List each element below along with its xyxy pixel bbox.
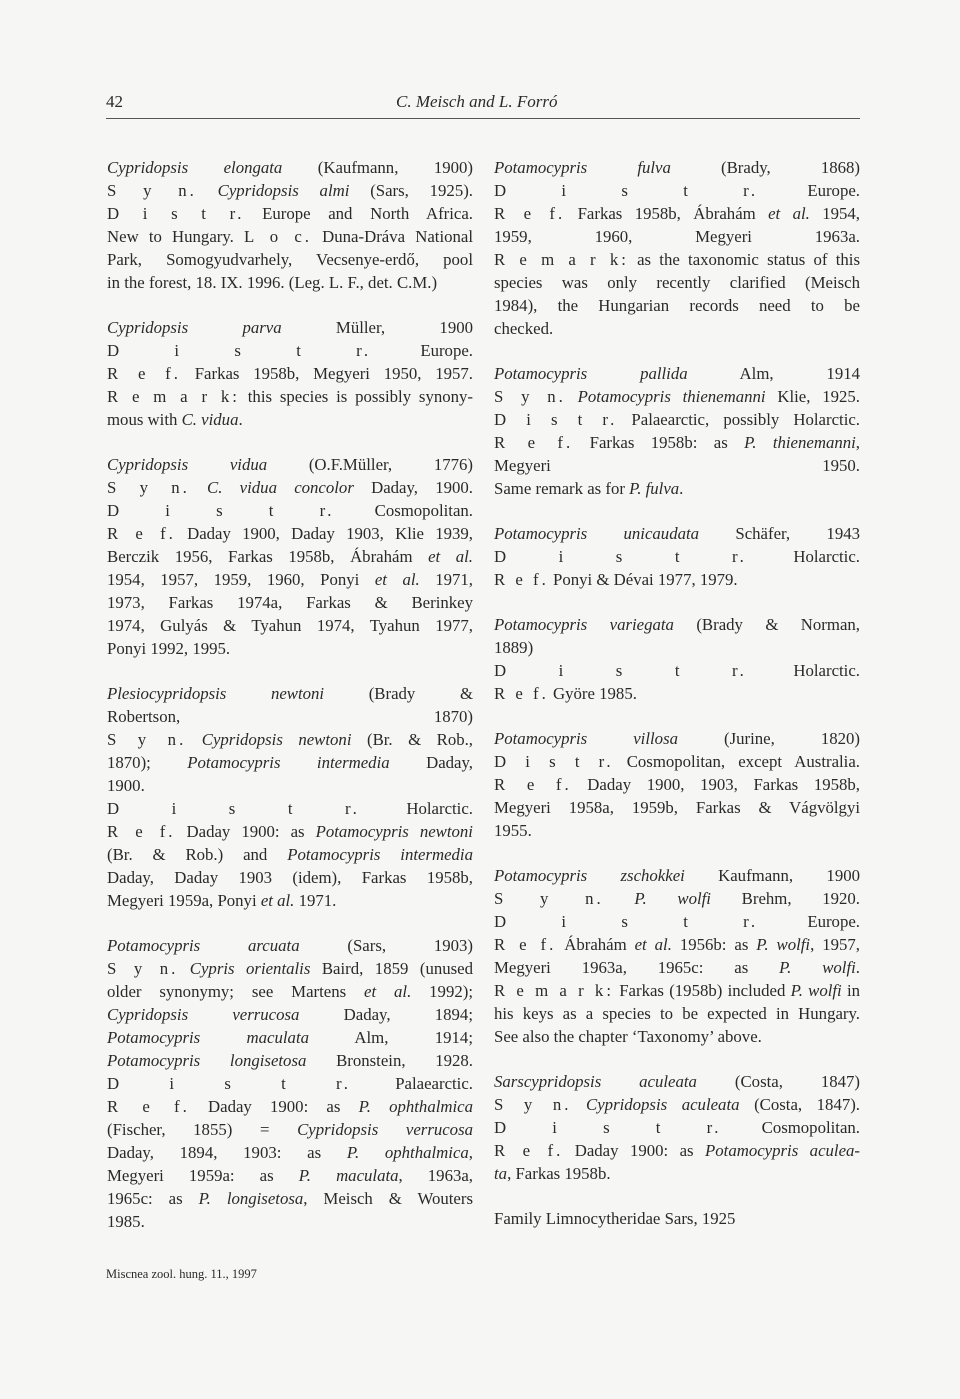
- field-label: R e f.: [494, 775, 572, 794]
- text-run: Daday 1900: as: [563, 1141, 706, 1160]
- text-line: [494, 317, 860, 340]
- text-run: (Brady & Norman,: [673, 615, 860, 634]
- text-line: [107, 1072, 473, 1095]
- taxon-name: Plesiocypridopsis newtoni: [107, 684, 325, 703]
- text-run: Klie, 1925.: [765, 387, 860, 406]
- text-run: , 1963a,: [398, 1166, 473, 1185]
- text-run: Megyeri 1959a: as: [107, 1166, 299, 1185]
- text-line: [107, 271, 473, 294]
- right-column: [494, 156, 860, 1252]
- text-run: Megyeri 1959a, Ponyi: [107, 891, 261, 910]
- text-line: [107, 1003, 473, 1026]
- text-run: mous with: [107, 410, 182, 429]
- text-run: in the forest, 18. IX. 1996. (Leg. L. F., det. C.M.): [107, 273, 438, 292]
- text-line: [494, 362, 860, 385]
- text-run: this species is possibly synony-: [239, 387, 473, 406]
- taxon-name: Potamocypris fulva: [494, 158, 671, 177]
- text-line: [107, 728, 473, 751]
- species-entry: [107, 934, 473, 1233]
- text-run: Europe.: [758, 181, 860, 200]
- taxon-name: Cypridopsis verrucosa: [107, 1005, 300, 1024]
- text-run: Berczik 1956, Farkas 1958b, Ábrahám: [107, 547, 429, 566]
- taxon-name: C. vidua concolor: [207, 478, 354, 497]
- text-line: [107, 774, 473, 797]
- text-line: [107, 476, 473, 499]
- text-run: (Brady, 1868): [670, 158, 861, 177]
- text-run: 1889): [494, 638, 534, 657]
- taxon-name: Potamocypris newtoni: [315, 822, 473, 841]
- text-run: [178, 959, 190, 978]
- species-entry: [494, 727, 860, 842]
- text-line: [494, 431, 860, 454]
- text-run: Palaearctic.: [350, 1074, 473, 1093]
- text-line: [494, 636, 860, 659]
- text-run: ,: [468, 1143, 473, 1162]
- text-run: [566, 387, 578, 406]
- text-run: [604, 889, 635, 908]
- text-line: [107, 866, 473, 889]
- text-line: [107, 202, 473, 225]
- taxon-name: Cypridopsis aculeata: [586, 1095, 740, 1114]
- field-label: D i s t r.: [107, 204, 245, 223]
- text-run: (Fischer, 1855) =: [107, 1120, 298, 1139]
- taxon-name: Potamocypris pallida: [494, 364, 688, 383]
- text-line: [494, 910, 860, 933]
- text-line: [107, 614, 473, 637]
- text-run: 1974, Gulyás & Tyahun 1974, Tyahun 1977,: [107, 616, 473, 635]
- text-run: Farkas (1958b) included: [613, 981, 791, 1000]
- text-run: .: [238, 410, 243, 429]
- text-run: [186, 730, 201, 749]
- text-line: [107, 545, 473, 568]
- text-line: [494, 477, 860, 500]
- taxon-name: Cypridopsis parva: [107, 318, 282, 337]
- field-label: R e f.: [107, 822, 176, 841]
- text-run: Györe 1985.: [548, 684, 637, 703]
- text-line: [494, 1025, 860, 1048]
- text-run: Farkas 1958b, Ábrahám: [565, 204, 769, 223]
- text-line: [107, 889, 473, 912]
- text-run: 1971,: [419, 570, 473, 589]
- text-line: [494, 659, 860, 682]
- taxon-name: Cypris orientalis: [189, 959, 311, 978]
- text-run: (O.F.Müller, 1776): [267, 455, 473, 474]
- text-line: [107, 1049, 473, 1072]
- species-entry: [494, 1070, 860, 1185]
- text-run: Daday, 1894, 1903: as: [107, 1143, 347, 1162]
- text-run: (Br. & Rob.) and: [107, 845, 288, 864]
- text-line: [107, 1118, 473, 1141]
- taxon-name: Potamocypris intermedia: [187, 753, 390, 772]
- text-run: 1985.: [107, 1212, 145, 1231]
- taxon-name: Potamocypris thienemanni: [577, 387, 766, 406]
- text-run: Megyeri 1950.: [494, 456, 860, 475]
- field-label: D i s t r.: [494, 410, 618, 429]
- text-line: [494, 864, 860, 887]
- field-label: R e m a r k:: [494, 250, 629, 269]
- field-label: R e f.: [494, 204, 566, 223]
- text-run: .: [855, 958, 860, 977]
- text-line: [107, 453, 473, 476]
- text-line: [107, 682, 473, 705]
- text-run: Holarctic.: [746, 547, 860, 566]
- taxon-name: C. vidua: [181, 410, 239, 429]
- text-line: [494, 225, 860, 248]
- taxon-name: P. ophthalmica: [358, 1097, 473, 1116]
- field-label: R e f.: [494, 433, 574, 452]
- species-entry: [107, 682, 473, 912]
- text-run: 1984), the Hungarian records need to be: [494, 296, 860, 315]
- taxon-name: Potamocypris aculea-: [705, 1141, 860, 1160]
- field-label: D i s t r.: [494, 752, 614, 771]
- taxon-name: P. ophthalmica: [346, 1143, 469, 1162]
- text-line: [494, 773, 860, 796]
- taxon-name: Cypridopsis verrucosa: [297, 1120, 473, 1139]
- text-run: ,: [855, 433, 860, 452]
- text-run: (Kaufmann, 1900): [282, 158, 473, 177]
- text-line: [494, 294, 860, 317]
- taxon-name: Cypridopsis almi: [217, 181, 350, 200]
- text-line: [107, 957, 473, 980]
- text-line: [107, 980, 473, 1003]
- text-line: [494, 1207, 860, 1230]
- text-run: checked.: [494, 319, 554, 338]
- field-label: S y n.: [494, 387, 566, 406]
- field-label: D i s t r.: [107, 341, 372, 360]
- text-line: [107, 568, 473, 591]
- text-run: See also the chapter ‘Taxonomy’ above.: [494, 1027, 762, 1046]
- text-run: [571, 1095, 586, 1114]
- text-run: Ábrahám: [556, 935, 635, 954]
- taxon-name: et al.: [634, 935, 672, 954]
- text-line: [494, 796, 860, 819]
- text-run: 1900.: [107, 776, 145, 795]
- text-line: [494, 156, 860, 179]
- field-label: S y n.: [494, 889, 604, 908]
- taxon-name: P. wolfi: [790, 981, 842, 1000]
- text-run: Kaufmann, 1900: [684, 866, 860, 885]
- text-line: [494, 819, 860, 842]
- field-label: D i s t r.: [494, 1118, 722, 1137]
- text-line: [107, 362, 473, 385]
- text-line: [107, 843, 473, 866]
- text-line: [107, 1187, 473, 1210]
- taxon-name: Cypridopsis elongata: [107, 158, 283, 177]
- text-line: [107, 499, 473, 522]
- text-run: Baird, 1859 (unused: [310, 959, 473, 978]
- species-entry: [494, 1207, 860, 1230]
- taxon-name: Potamocypris villosa: [494, 729, 678, 748]
- field-label: R e f.: [107, 364, 181, 383]
- text-line: [107, 248, 473, 271]
- text-run: (Costa, 1847).: [739, 1095, 861, 1114]
- text-run: 1956b: as: [671, 935, 757, 954]
- text-run: Family Limnocytheridae Sars, 1925: [494, 1209, 736, 1228]
- text-run: (Sars, 1903): [299, 936, 473, 955]
- text-run: (Sars, 1925).: [349, 181, 473, 200]
- taxon-name: Potamocypris zschokkei: [494, 866, 685, 885]
- taxon-name: et al.: [260, 891, 295, 910]
- text-line: [494, 933, 860, 956]
- text-run: 1955.: [494, 821, 532, 840]
- text-line: [494, 1139, 860, 1162]
- field-label: R e m a r k:: [494, 981, 614, 1000]
- taxon-name: Potamocypris unicaudata: [494, 524, 700, 543]
- text-line: [107, 179, 473, 202]
- text-run: .: [679, 479, 684, 498]
- text-run: 1965c: as: [107, 1189, 199, 1208]
- text-line: [494, 979, 860, 1002]
- taxon-name: P. wolfi: [634, 889, 711, 908]
- text-run: Megyeri 1958a, 1959b, Farkas & Vágvölgyi: [494, 798, 860, 817]
- taxon-name: Potamocypris intermedia: [287, 845, 473, 864]
- text-run: Müller, 1900: [281, 318, 473, 337]
- text-run: Daday 1900, 1903, Farkas 1958b,: [571, 775, 860, 794]
- text-line: [107, 751, 473, 774]
- field-label: S y n.: [107, 478, 190, 497]
- text-run: Daday, Daday 1903 (idem), Farkas 1958b,: [107, 868, 473, 887]
- species-entry: [494, 864, 860, 1048]
- text-run: Europe.: [371, 341, 473, 360]
- text-line: [107, 591, 473, 614]
- text-line: [107, 385, 473, 408]
- text-line: [494, 545, 860, 568]
- taxon-name: Cypridopsis vidua: [107, 455, 268, 474]
- text-run: Daday 1900, Daday 1903, Klie 1939,: [175, 524, 473, 543]
- text-line: [107, 339, 473, 362]
- text-line: [494, 956, 860, 979]
- text-run: as the taxonomic status of this: [628, 250, 860, 269]
- text-run: 1954, 1957, 1959, 1960, Ponyi: [107, 570, 375, 589]
- taxon-name: P. maculata: [298, 1166, 399, 1185]
- page-number: 42: [106, 92, 123, 111]
- text-run: 1954,: [809, 204, 860, 223]
- text-line: [494, 179, 860, 202]
- text-run: Cosmopolitan, except Australia.: [613, 752, 860, 771]
- text-line: [494, 1002, 860, 1025]
- text-run: Schäfer, 1943: [699, 524, 860, 543]
- taxon-name: et al.: [364, 982, 412, 1001]
- text-run: , Farkas 1958b.: [507, 1164, 611, 1183]
- text-run: in: [841, 981, 860, 1000]
- journal-footer: Miscnea zool. hung. 11., 1997: [106, 1267, 257, 1281]
- text-line: [494, 887, 860, 910]
- field-label: S y n.: [494, 1095, 572, 1114]
- text-run: [197, 181, 218, 200]
- taxon-name: P. fulva: [629, 479, 680, 498]
- text-line: [107, 522, 473, 545]
- field-label: R e f.: [107, 524, 176, 543]
- text-run: Daday 1900: as: [189, 1097, 359, 1116]
- field-label: R e f.: [494, 570, 549, 589]
- field-label: D i s t r.: [494, 912, 759, 931]
- text-run: 1992);: [411, 982, 473, 1001]
- text-run: 1973, Farkas 1974a, Farkas & Berinkey: [107, 593, 473, 612]
- text-line: [107, 1026, 473, 1049]
- text-run: Duna-Dráva National: [311, 227, 473, 246]
- field-label: D i s t r.: [107, 1074, 351, 1093]
- text-run: Daday 1900: as: [175, 822, 316, 841]
- text-line: [494, 202, 860, 225]
- text-line: [494, 408, 860, 431]
- field-label: R e m a r k:: [107, 387, 240, 406]
- text-run: Palaearctic, possibly Holarctic.: [617, 410, 861, 429]
- text-run: (Br. & Rob.,: [351, 730, 473, 749]
- text-run: Ponyi & Dévai 1977, 1979.: [548, 570, 738, 589]
- field-label: S y n.: [107, 181, 197, 200]
- text-run: Daday, 1894;: [299, 1005, 473, 1024]
- species-entry: [107, 156, 473, 294]
- text-run: Bronstein, 1928.: [306, 1051, 473, 1070]
- text-run: (Costa, 1847): [696, 1072, 860, 1091]
- species-entry: [107, 453, 473, 660]
- text-run: Alm, 1914;: [309, 1028, 473, 1047]
- text-line: [494, 750, 860, 773]
- taxon-name: P. wolfi: [779, 958, 856, 977]
- species-entry: [494, 156, 860, 340]
- taxon-name: Cypridopsis newtoni: [201, 730, 352, 749]
- field-label: R e f.: [107, 1097, 190, 1116]
- taxon-name: et al.: [428, 547, 473, 566]
- field-label: S y n.: [107, 730, 187, 749]
- field-label: R e f.: [494, 684, 549, 703]
- taxon-name: Sarscypridopsis aculeata: [494, 1072, 697, 1091]
- field-label: S y n.: [107, 959, 179, 978]
- text-run: Farkas 1958b: as: [573, 433, 745, 452]
- text-line: [494, 568, 860, 591]
- text-line: [494, 454, 860, 477]
- text-run: [190, 478, 207, 497]
- text-line: [107, 1095, 473, 1118]
- text-line: [494, 1162, 860, 1185]
- field-label: R e f.: [494, 935, 557, 954]
- species-entry: [494, 362, 860, 500]
- text-line: [494, 385, 860, 408]
- text-run: species was only recently clarified (Meisch: [494, 273, 860, 292]
- text-run: , Meisch & Wouters: [303, 1189, 473, 1208]
- field-label: D i s t r.: [107, 799, 360, 818]
- text-run: Holarctic.: [746, 661, 860, 680]
- text-run: 1870);: [107, 753, 188, 772]
- text-run: Farkas 1958b, Megyeri 1950, 1957.: [180, 364, 473, 383]
- text-run: Brehm, 1920.: [710, 889, 860, 908]
- text-run: Holarctic.: [359, 799, 473, 818]
- text-run: Same remark as for: [494, 479, 630, 498]
- taxon-name: Potamocypris arcuata: [107, 936, 300, 955]
- text-line: [494, 1093, 860, 1116]
- text-run: 1971.: [294, 891, 337, 910]
- text-line: [494, 682, 860, 705]
- left-column: [107, 156, 473, 1255]
- text-line: [107, 705, 473, 728]
- species-entry: [494, 613, 860, 705]
- field-label: L o c.: [244, 227, 312, 246]
- text-line: [107, 408, 473, 431]
- text-line: [107, 1164, 473, 1187]
- text-line: [494, 522, 860, 545]
- running-title: C. Meisch and L. Forró: [396, 92, 558, 111]
- text-line: [494, 613, 860, 636]
- text-line: [107, 797, 473, 820]
- taxon-name: ta: [494, 1164, 508, 1183]
- text-run: older synonymy; see Martens: [107, 982, 365, 1001]
- taxon-name: et al.: [374, 570, 420, 589]
- text-line: [107, 637, 473, 660]
- taxon-name: P. wolfi: [756, 935, 811, 954]
- text-run: (Brady &: [324, 684, 474, 703]
- text-line: [494, 248, 860, 271]
- text-line: [107, 156, 473, 179]
- text-line: [494, 271, 860, 294]
- text-run: Ponyi 1992, 1995.: [107, 639, 231, 658]
- text-line: [107, 1210, 473, 1233]
- text-run: Europe.: [758, 912, 860, 931]
- field-label: D i s t r.: [107, 501, 335, 520]
- text-run: Daday,: [389, 753, 473, 772]
- text-line: [107, 1141, 473, 1164]
- text-run: Daday, 1900.: [353, 478, 473, 497]
- text-run: his keys as a species to be expected in Hungary.: [494, 1004, 860, 1023]
- text-line: [107, 934, 473, 957]
- page-header: [106, 88, 860, 119]
- field-label: R e f.: [494, 1141, 564, 1160]
- text-line: [494, 1070, 860, 1093]
- field-label: D i s t r.: [494, 181, 759, 200]
- taxon-name: P. thienemanni: [744, 433, 856, 452]
- taxon-name: Potamocypris longisetosa: [107, 1051, 307, 1070]
- text-run: Cosmopolitan.: [721, 1118, 860, 1137]
- text-run: Europe and North Africa.: [244, 204, 473, 223]
- text-line: [107, 316, 473, 339]
- text-line: [494, 1116, 860, 1139]
- text-run: Megyeri 1963a, 1965c: as: [494, 958, 780, 977]
- text-run: New to Hungary.: [107, 227, 245, 246]
- text-run: Park, Somogyudvarhely, Vecsenye-erdő, pool: [107, 250, 473, 269]
- text-line: [107, 820, 473, 843]
- taxon-name: et al.: [768, 204, 810, 223]
- text-run: (Jurine, 1820): [678, 729, 860, 748]
- field-label: D i s t r.: [494, 661, 747, 680]
- species-entry: [494, 522, 860, 591]
- text-run: Cosmopolitan.: [334, 501, 473, 520]
- taxon-name: Potamocypris maculata: [107, 1028, 309, 1047]
- species-entry: [107, 316, 473, 431]
- text-run: 1959, 1960, Megyeri 1963a.: [494, 227, 860, 246]
- field-label: D i s t r.: [494, 547, 747, 566]
- text-run: , 1957,: [810, 935, 860, 954]
- text-line: [494, 727, 860, 750]
- text-run: Robertson, 1870): [107, 707, 473, 726]
- taxon-name: P. longisetosa: [198, 1189, 304, 1208]
- text-line: [107, 225, 473, 248]
- text-run: Alm, 1914: [687, 364, 860, 383]
- taxon-name: Potamocypris variegata: [494, 615, 674, 634]
